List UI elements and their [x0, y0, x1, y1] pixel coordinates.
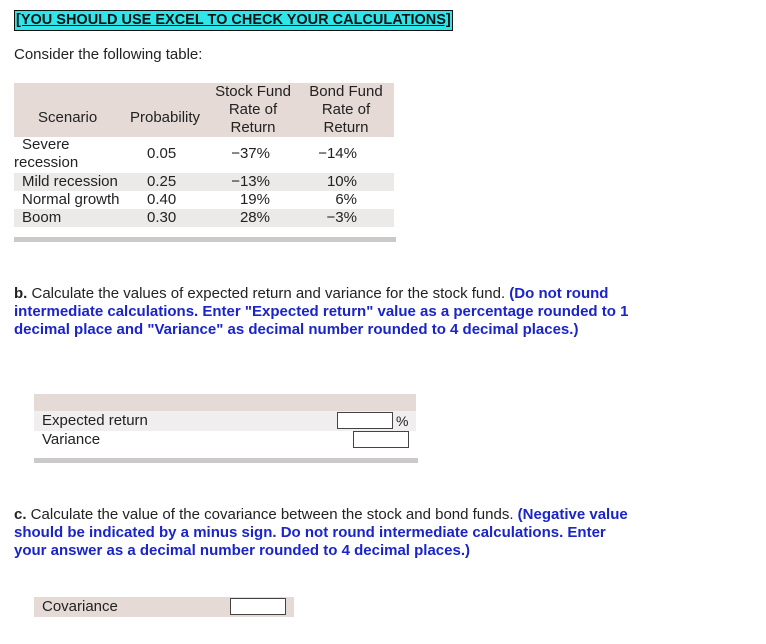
header-stock-fund: [210, 83, 296, 137]
row-mild-bond: 10%: [326, 173, 357, 190]
answer-b-header: [34, 394, 416, 411]
row-severe-bond: −14%: [318, 145, 357, 162]
header-bond-line3: Return: [323, 119, 369, 136]
variance-input[interactable]: [353, 431, 409, 448]
row-boom-scenario: Boom: [22, 209, 62, 226]
header-bond-line2: Rate of: [321, 101, 371, 118]
answer-row-covariance: [34, 597, 294, 617]
row-severe-scenario-line1: Severe: [22, 136, 70, 153]
row-boom-bond: −3%: [326, 209, 357, 226]
row-normal-bond: 6%: [335, 191, 357, 208]
covariance-input[interactable]: [230, 598, 286, 615]
expected-return-label: Expected return: [42, 412, 148, 429]
question-b-instruction: (Do not round intermediate calculations. Enter "Expected return" value as a percentage rounded to 1 decimal place and "Variance" as decimal number rounded to 4 decimal places.): [14, 285, 629, 338]
row-mild-stock: −13%: [231, 173, 270, 190]
question-c-label: c.: [14, 506, 27, 523]
row-normal-stock: 19%: [239, 191, 270, 208]
row-normal-probability: 0.40: [147, 191, 177, 208]
answer-b-bottom-rule: [34, 458, 418, 463]
table-bottom-rule: [14, 237, 396, 242]
row-severe-scenario-line2: recession: [14, 154, 79, 171]
excel-check-banner: [YOU SHOULD USE EXCEL TO CHECK YOUR CALCULATIONS]: [14, 10, 453, 31]
expected-return-input[interactable]: [337, 412, 393, 429]
header-bond-line1: Bond Fund: [309, 83, 383, 100]
row-normal-scenario: Normal growth: [22, 191, 120, 208]
question-b-text: Calculate the values of expected return and variance for the stock fund.: [27, 285, 510, 302]
header-scenario: Scenario: [38, 109, 98, 126]
question-c-text: Calculate the value of the covariance between the stock and bond funds.: [26, 506, 518, 523]
question-b: [14, 285, 634, 339]
header-stock-line2: Rate of: [228, 101, 278, 118]
header-bond-fund: [304, 83, 388, 137]
question-c: [14, 506, 634, 560]
row-boom-stock: 28%: [239, 209, 270, 226]
intro-text: Consider the following table:: [14, 46, 203, 63]
table-header: [14, 83, 394, 137]
header-stock-line3: Return: [230, 119, 276, 136]
header-stock-line1: Stock Fund: [215, 83, 291, 100]
row-mild-scenario: Mild recession: [22, 173, 118, 190]
variance-label: Variance: [42, 431, 101, 448]
covariance-label: Covariance: [42, 598, 118, 615]
question-b-label: b.: [14, 285, 28, 302]
header-probability: Probability: [130, 109, 201, 126]
row-severe-stock: −37%: [231, 145, 270, 162]
row-severe-probability: 0.05: [147, 145, 177, 162]
row-mild-probability: 0.25: [147, 173, 177, 190]
answer-row-variance: [34, 431, 416, 451]
expected-return-percent-unit: %: [396, 413, 409, 429]
row-boom-probability: 0.30: [147, 209, 177, 226]
question-c-instruction: (Negative value should be indicated by a minus sign. Do not round intermediate calculations. Enter your answer as a decimal number rounded to 4 decimal places.): [14, 506, 628, 559]
answer-row-expected-return: [34, 411, 416, 431]
